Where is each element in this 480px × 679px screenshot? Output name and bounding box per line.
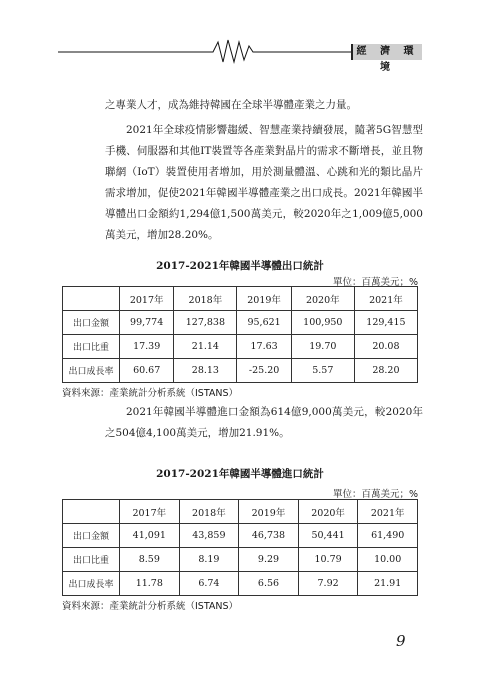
paragraph-3: 2021年韓國半導體進口金額為614億9,000萬美元，較2020年之504億4,100萬美元，增加21.91%。 xyxy=(105,406,423,439)
table-cell: 10.00 xyxy=(358,548,418,572)
table-cell: 61,490 xyxy=(358,524,418,548)
column-header: 2017年 xyxy=(120,500,180,524)
table-source: 資料來源：產業統計分析系統（ISTANS） xyxy=(62,388,239,399)
column-header: 2018年 xyxy=(179,500,239,524)
table-cell: 20.08 xyxy=(354,335,417,359)
table-cell: 6.74 xyxy=(179,572,239,596)
column-header: 2020年 xyxy=(298,500,358,524)
paragraph-1: 之專業人才，成為維持韓國在全球半導體產業之力量。 xyxy=(105,99,357,111)
table-cell: 60.67 xyxy=(120,359,174,383)
column-header: 2021年 xyxy=(358,500,418,524)
row-label: 出口成長率 xyxy=(63,572,120,596)
table-cell: 17.39 xyxy=(120,335,174,359)
table-row xyxy=(63,572,418,596)
table-unit: 單位：百萬美元；% xyxy=(332,277,418,288)
table-cell: 41,091 xyxy=(120,524,180,548)
table-cell: 50,441 xyxy=(298,524,358,548)
section-label: 經 濟 環 境 xyxy=(351,44,422,60)
row-label: 出口比重 xyxy=(63,548,120,572)
table-row xyxy=(63,311,418,335)
table-cell: 7.92 xyxy=(298,572,358,596)
table-header-row xyxy=(63,287,418,311)
table-caption: 2017-2021年韓國半導體出口統計 xyxy=(156,260,324,272)
table-cell: 100,950 xyxy=(291,311,354,335)
column-header: 2018年 xyxy=(174,287,237,311)
table-cell: -25.20 xyxy=(237,359,291,383)
table-cell: 10.79 xyxy=(298,548,358,572)
table-cell: 21.14 xyxy=(174,335,237,359)
column-header: 2019年 xyxy=(237,287,291,311)
column-header: 2019年 xyxy=(239,500,299,524)
table-row xyxy=(63,548,418,572)
row-label: 出口金額 xyxy=(63,524,120,548)
column-header: 2020年 xyxy=(291,287,354,311)
table-cell: 99,774 xyxy=(120,311,174,335)
table-cell: 21.91 xyxy=(358,572,418,596)
table-source: 資料來源：產業統計分析系統（ISTANS） xyxy=(62,601,239,612)
table-caption: 2017-2021年韓國半導體進口統計 xyxy=(156,468,324,480)
table-cell: 11.78 xyxy=(120,572,180,596)
column-header: 2017年 xyxy=(120,287,174,311)
column-header: 2021年 xyxy=(354,287,417,311)
table-cell: 127,838 xyxy=(174,311,237,335)
table-row xyxy=(63,524,418,548)
table-cell: 8.19 xyxy=(179,548,239,572)
table-header-row xyxy=(63,500,418,524)
table-row xyxy=(63,359,418,383)
table-row xyxy=(63,335,418,359)
page-number: 9 xyxy=(396,632,406,650)
export-table xyxy=(62,286,418,383)
table-cell: 129,415 xyxy=(354,311,417,335)
column-header xyxy=(63,287,120,311)
page-header xyxy=(58,36,420,73)
table-cell: 6.56 xyxy=(239,572,299,596)
table-cell: 28.13 xyxy=(174,359,237,383)
table-cell: 8.59 xyxy=(120,548,180,572)
table-cell: 46,738 xyxy=(239,524,299,548)
table-cell: 17.63 xyxy=(237,335,291,359)
row-label: 出口金額 xyxy=(63,311,120,335)
row-label: 出口成長率 xyxy=(63,359,120,383)
row-label: 出口比重 xyxy=(63,335,120,359)
table-cell: 9.29 xyxy=(239,548,299,572)
table-cell: 5.57 xyxy=(291,359,354,383)
paragraph-2: 2021年全球疫情影響趨緩、智慧產業持續發展，隨著5G智慧型手機、伺服器和其他IT裝置等各產業對晶片的需求不斷增長，並且物聯網（IoT）裝置使用者增加，用於測量體溫、心跳和光的類比晶片需求增加，促使2021年韓國半導體產業之出口成長。2021年韓國半導體出口金額約1,294億1,500萬美元，較2020年之1,009億5,000萬美元，增加28.20%。 xyxy=(105,124,423,241)
table-cell: 28.20 xyxy=(354,359,417,383)
table-cell: 43,859 xyxy=(179,524,239,548)
table-cell: 19.70 xyxy=(291,335,354,359)
table-cell: 95,621 xyxy=(237,311,291,335)
column-header xyxy=(63,500,120,524)
table-unit: 單位：百萬美元；% xyxy=(332,489,418,500)
import-table xyxy=(62,499,418,596)
